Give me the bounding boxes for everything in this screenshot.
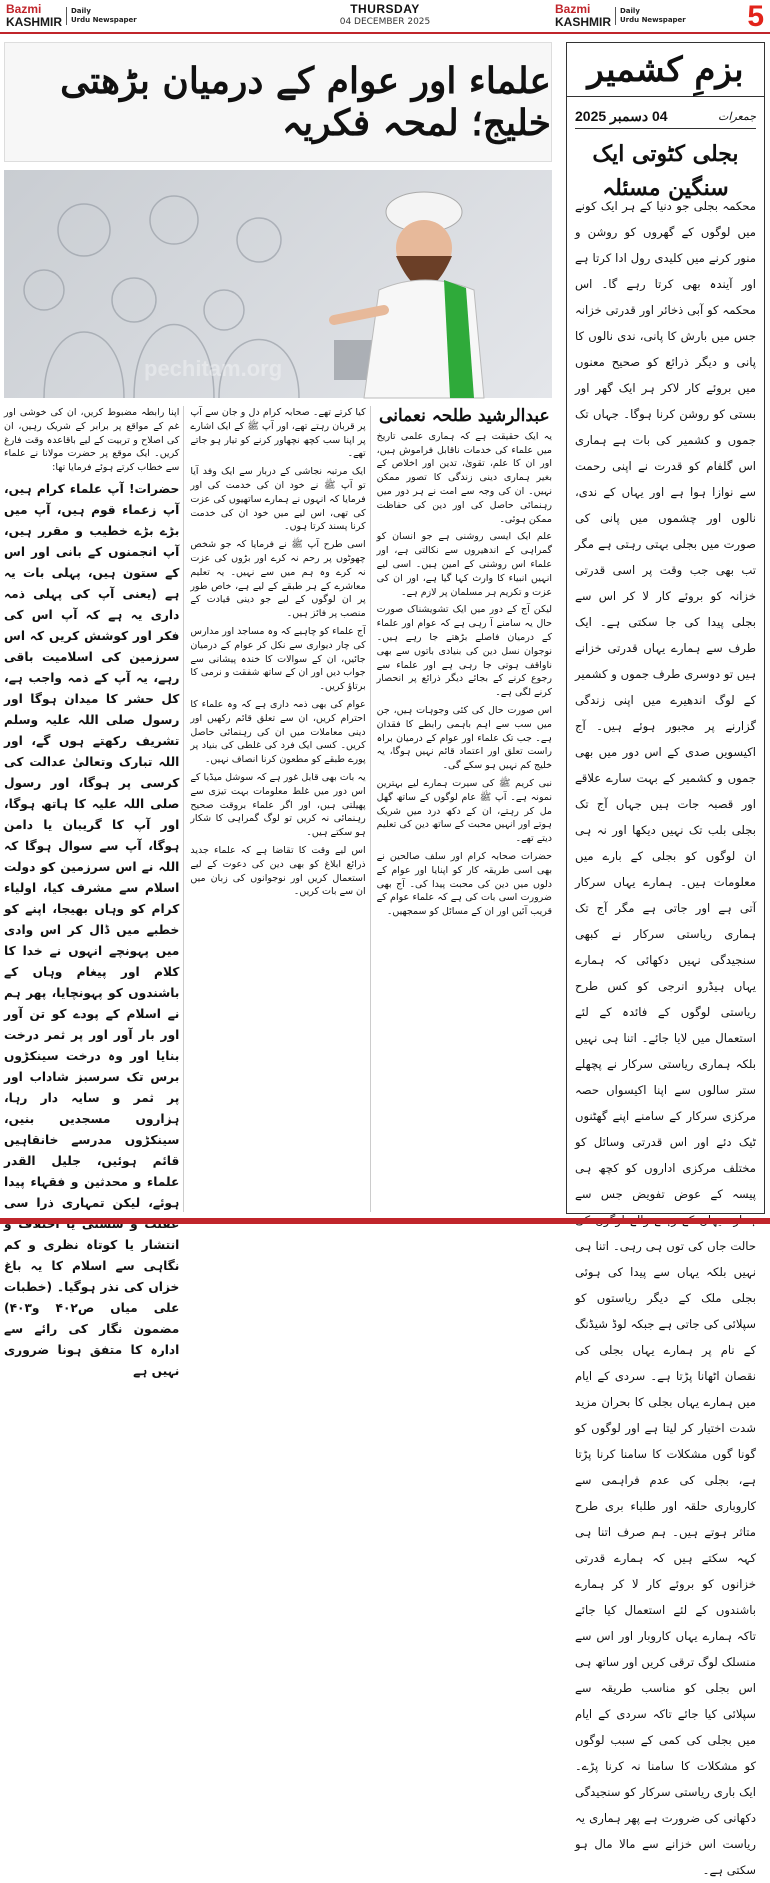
article-illustration <box>4 170 552 398</box>
article-paragraph: ایک مرتبہ نجاشی کے دربار سے ایک وفد آیا تو آپ ﷺ نے خود ان کی خدمت کی اور فرمایا کہ انہوں نے ہمارے ساتھیوں کی عزت کی تھی، اس لیے میں خود ان کی خدمت کرنا پسند کرتا ہوں۔ <box>190 466 366 533</box>
brand-kashmir: KASHMIR <box>6 15 62 29</box>
article-paragraph: اپنا رابطہ مضبوط کریں، ان کی خوشی اور غم کے مواقع پر برابر کے شریک رہیں، ان کی اصلاح و تربیت کے لیے باقاعدہ وقت فارغ کریں۔ ایک موقع پر حضرت مولانا نے علماء سے خطاب کرتے ہوئے فرمایا تھا: <box>4 407 180 474</box>
article-paragraph: یہ بات بھی قابل غور ہے کہ سوشل میڈیا کے اس دور میں غلط معلومات بہت تیزی سے پھیلتی ہیں، اور اگر علماء بروقت صحیح رہنمائی نہ کریں تو لوگ گمراہی کا شکار ہو سکتے ہیں۔ <box>190 771 366 839</box>
main-headline: علماء اور عوام کے درمیان بڑھتی خلیج؛ لمحہ فکریہ <box>60 60 551 144</box>
brand-kashmir: KASHMIR <box>555 15 611 29</box>
article-paragraph: اس صورت حال کی کئی وجوہات ہیں، جن میں سب سے اہم باہمی رابطے کا فقدان ہے۔ جب تک علماء اور عوام کے درمیان براہ راست تعلق اور اعتماد قائم نہیں ہوگا، یہ خلیج کم نہیں ہو سکے گی۔ <box>376 704 552 772</box>
page-number: 5 <box>747 0 764 33</box>
article-paragraph: اس لیے وقت کا تقاضا ہے کہ علماء جدید ذرائع ابلاغ کو بھی دین کی دعوت کے لیے استعمال کریں اور نوجوانوں کی زبان میں ان سے بات کریں۔ <box>190 844 366 898</box>
editorial-headline: بجلی کٹوتی ایک سنگین مسئلہ <box>592 141 739 201</box>
article-paragraph: حضرات صحابہ کرام اور سلف صالحین نے بھی اسی طریقہ کار کو اپنایا اور عوام کے دلوں میں دین کی محبت پیدا کی۔ آج بھی ضرورت اسی بات کی ہے کہ علماء عوام کے قریب آئیں اور ان کے مسائل کو سمجھیں۔ <box>376 850 552 918</box>
editorial-body: محکمہ بجلی جو دنیا کے ہر ایک کونے میں لوگوں کے گھروں کو روشن و منور کرنے میں کلیدی رول ادا کرتا ہے اور آیندہ بھی کرتا رہے گا۔ اس محکمہ کو آبی ذخائر اور قدرتی خزانہ جس میں بارش کا پانی، ندی نالوں کا پانی و دیگر ذرائع کو صحیح معنوں میں بروئے کار لاکر ہر ایک گھر اور بستی کو روشن کرنا ہوگا۔ جہاں تک جموں و کشمیر کی بات ہے ہماری اس گلفام کو قدرت نے اپنی رحمت سے نوازا ہوا ہے اور یہاں کے ندی، نالوں اور چشموں میں پانی کی صورت میں بجلی بہتی رہتی ہے مگر تب بھی جب وقت پر اسی قدرتی خزانہ کو بروئے کار لا کر اس سے بجلی پیدا کی جا سکتی ہے۔ ایک طرف سے ہمارے یہاں قدرتی خزانے ہیں تو دوسری طرف جموں و کشمیر کے لوگ اندھیرے میں اپنی زندگی گزارنے پر مجبور ہوئے ہیں۔ آج اکیسویں صدی کے اس دور میں بھی جموں و کشمیر کے بہت سارے علاقے اور قصبہ جات ہیں جہاں آج تک بجلی بلب تک نہیں دیکھا اور نہ ہی ان لوگوں کو بجلی کے بارے میں معلومات ہیں۔ ہمارے یہاں سرکار آتی ہے اور جاتی ہے مگر آج تک ہماری ریاستی سرکار نے کبھی سنجیدگی نہیں دکھائی کہ ہمارے یہاں ہیڈرو انرجی کو کس طرح ریاستی لوگوں کے فائدہ کے لئے استعمال میں لایا جائے۔ اتنا ہی نہیں بلکہ ہماری ریاستی سرکار نے پچھلے ستر سالوں سے اپنا اکیسواں حصہ مرکزی سرکار کے سامنے اپنے گھٹنوں ٹیک دئے اور اس قدرتی وسائل کو مختلف مرکزی اداروں کو کچھ ہی پیسہ کے عوض تفویض جس سے حالت جاں کی توں ہی رہی۔ اتنا ہی نہیں بلکہ یہاں سے پیدا کی ہوئی بجلی ملک کے دیگر ریاستوں کو سپلائی کی جاتی ہے جبکہ لوڈ شیڈنگ کے نام پر ہمارے یہاں بجلی کی نقصان اٹھانا پڑتا ہے۔ سردی کے ایام میں ہمارے یہاں بجلی کا بحران مزید شدت اختیار کر لیتا ہے اور لوگوں کو گونا گوں مشکلات کا سامنا کرنا پڑتا ہے، بجلی کی عدم فراہمی سے کاروباری حلقہ اور طلباء بری طرح متاثر ہوتے ہیں۔ ہم صرف اتنا ہی کہہ سکتے ہیں کہ ہمارے قدرتی خزانوں کو بروئے کار لا کر ہمارے باشندوں کے لئے استعمال کیا جائے تاکہ ہمارے یہاں کاروبار اور اس سے منسلک لوگ ترقی کریں اور ساتھ ہی اس بجلی کو مناسب طریقہ سے سپلائی کیا جائے تاکہ سردی کے ایام میں بجلی کی کمی کے سبب لوگوں کو مشکلات کا سامنا نہ کرنا پڑے۔ ایک باری ریاستی سرکار کو سنجیدگی دکھانی کی ضرورت ہے پھر ہماری یہ ریاست اس خزانے سے مالا مال ہو سکتی ہے۔ <box>575 199 756 1877</box>
article-paragraph: علم ایک ایسی روشنی ہے جو انسان کو گمراہی کے اندھیروں سے نکالتی ہے، اور علماء اس روشنی کے امین ہیں۔ اسی لیے انہیں انبیاء کا وارث کہا گیا ہے، اور ان کی عزت و تکریم ہر مسلمان پر لازم ہے۔ <box>376 531 552 598</box>
watermark-text: pechitam.org <box>144 356 283 381</box>
brand-daily: Daily <box>620 7 640 15</box>
sidebar-date: 04 دسمبر 2025 <box>575 108 668 124</box>
brand-daily: Daily <box>71 7 91 15</box>
article-paragraph: کیا کرتے تھے۔ صحابہ کرام دل و جان سے آپ پر قربان رہتے تھے، اور آپ ﷺ کے ایک اشارے پر اپنا سب کچھ نچھاور کرنے کو تیار ہو جاتے تھے۔ <box>190 407 366 460</box>
sidebar-masthead <box>567 43 764 97</box>
article-paragraph: یہ ایک حقیقت ہے کہ ہماری علمی تاریخ میں علماء کی خدمات ناقابل فراموش ہیں، اور ان کا علم، تقویٰ، تدین اور اخلاص کے بغیر ہماری دینی زندگی کا تصور ممکن نہیں۔ ان کی وجہ سے امت نے ہر دور میں رہنمائی حاصل کی اور دین کی حفاظت ممکن ہوئی۔ <box>376 430 552 525</box>
main-headline-box <box>4 42 552 162</box>
article-paragraph: عوام کی بھی ذمہ داری ہے کہ وہ علماء کا احترام کریں، ان سے تعلق قائم رکھیں اور دینی معاملات میں ان کی رہنمائی حاصل کریں۔ کسی ایک فرد کی غلطی کی بنیاد پر پورے طبقے کو مطعون کرنا انصاف نہیں۔ <box>190 698 366 766</box>
brand-bazmi: Bazmi <box>555 2 591 16</box>
article-paragraph: نبی کریم ﷺ کی سیرت ہمارے لیے بہترین نمونہ ہے۔ آپ ﷺ عام لوگوں کے ساتھ گھل مل کر رہتے، ان کے دکھ درد میں شریک ہوتے اور انہیں محبت کے ساتھ دین کی تعلیم دیتے تھے۔ <box>376 777 552 845</box>
article-paragraph: آج علماء کو چاہیے کہ وہ مساجد اور مدارس کی چار دیواری سے نکل کر عوام کے درمیان جائیں، ان کے سوالات کا خندہ پیشانی سے جواب دیں اور ان کے ساتھ شفقت و نرمی کا برتاؤ کریں۔ <box>190 625 366 693</box>
header-date: 04 DECEMBER 2025 <box>339 17 431 27</box>
article-column-2 <box>190 406 370 1212</box>
editorial-sidebar <box>566 42 765 1877</box>
brand-bazmi: Bazmi <box>6 2 42 16</box>
brand-urdu-newspaper: Urdu Newspaper <box>620 16 686 24</box>
header-day: THURSDAY <box>350 2 420 16</box>
quoted-speech: حضرات! آپ علماء کرام ہیں، آپ زعماء قوم ہیں، آپ میں بڑے بڑے خطیب و مقرر ہیں، آپ انجمنوں کے بانی اور اس کے ستون ہیں، پہلی بات یہ ہے (یعنی آپ کی پہلی ذمہ داری یہ ہے کہ آپ اس کی فکر اور کوشش کریں کہ اس سرزمین کی اسلامیت باقی رہے، یہ آپ کے ذمہ واجب ہے، کل حشر کا میدان ہوگا اور رسول صلی اللہ علیہ وسلم تشریف رکھتے ہوں گے، اور اللہ تبارک وتعالیٰ عدالت کی کرسی پر ہوگا، اور رسول صلی اللہ علیہ کا ہاتھ ہوگا، اور آپ کا گریبان یا دامن ہوگا، آپ سے سوال ہوگا کہ اللہ نے اس سرزمین کو دولت اسلام سے مشرف کیا، اولیاء کرام کو وہاں بھیجا، اپنے کو خطبے میں ڈال کر اس وادی میں پہونچے انہوں نے خدا کا کلام اور پیغام وہاں کے باشندوں کو پہونچایا، پھر ہم نے اسلام کے پودے کو تن آور اور بار آور اور پر ثمر درخت بنایا اور وہ درخت سینکڑوں برس تک سرسبز شاداب اور پر ثمر و سایہ دار رہا، ہزاروں مسجدیں بنیں، سینکڑوں مدرسے خانقاہیں قائم ہوئیں، جلیل القدر علماء و محدثین و فقہاء پیدا ہوئے، لیکن تمہاری ذرا سی انتشار یا کوتاہ نظری و کم نگاہی سے اسلام کا یہ باغ خزاں کی نذر ہوگیا۔ (خطبات علی میاں ص۴۰۲ و۴۰۳) مضمون نگار کی رائے سے ادارہ کا متفق ہونا ضروری نہیں ہے <box>4 481 180 1378</box>
header-date-block <box>300 2 470 27</box>
sidebar-date-strip <box>575 105 756 129</box>
masthead-title: بزمِ کشمیر <box>587 49 744 90</box>
brand-logo-right <box>555 3 686 29</box>
author-byline: عبدالرشید طلحہ نعمانی <box>379 406 550 426</box>
article-columns <box>4 406 552 1378</box>
article-paragraph: اسی طرح آپ ﷺ نے فرمایا کہ جو شخص چھوٹوں پر رحم نہ کرے اور بڑوں کی عزت نہ کرے وہ ہم میں سے نہیں۔ یہ تعلیم معاشرے کے ہر طبقے کے لیے ہے، خاص طور پر ان لوگوں کے لیے جو دینی قیادت کے منصب پر فائز ہیں۔ <box>190 539 366 620</box>
article-column-3 <box>4 406 184 1378</box>
page-header <box>0 0 770 34</box>
bottom-rule <box>0 1218 770 1224</box>
article-column-1 <box>377 406 552 1212</box>
brand-logo-left <box>6 3 137 29</box>
article-paragraph: لیکن آج کے دور میں ایک تشویشناک صورت حال یہ سامنے آ رہی ہے کہ عوام اور علماء کے درمیان فاصلے بڑھتے جا رہے ہیں۔ نوجوان نسل دین کی بنیادی باتوں سے بھی ناواقف ہوتی جا رہی ہے اور علماء سے رجوع کرنے کے بجائے دیگر ذرائع پر انحصار کرنے لگی ہے۔ <box>376 604 552 699</box>
brand-urdu-newspaper: Urdu Newspaper <box>71 16 137 24</box>
sidebar-weekday: جمعرات <box>718 110 756 123</box>
